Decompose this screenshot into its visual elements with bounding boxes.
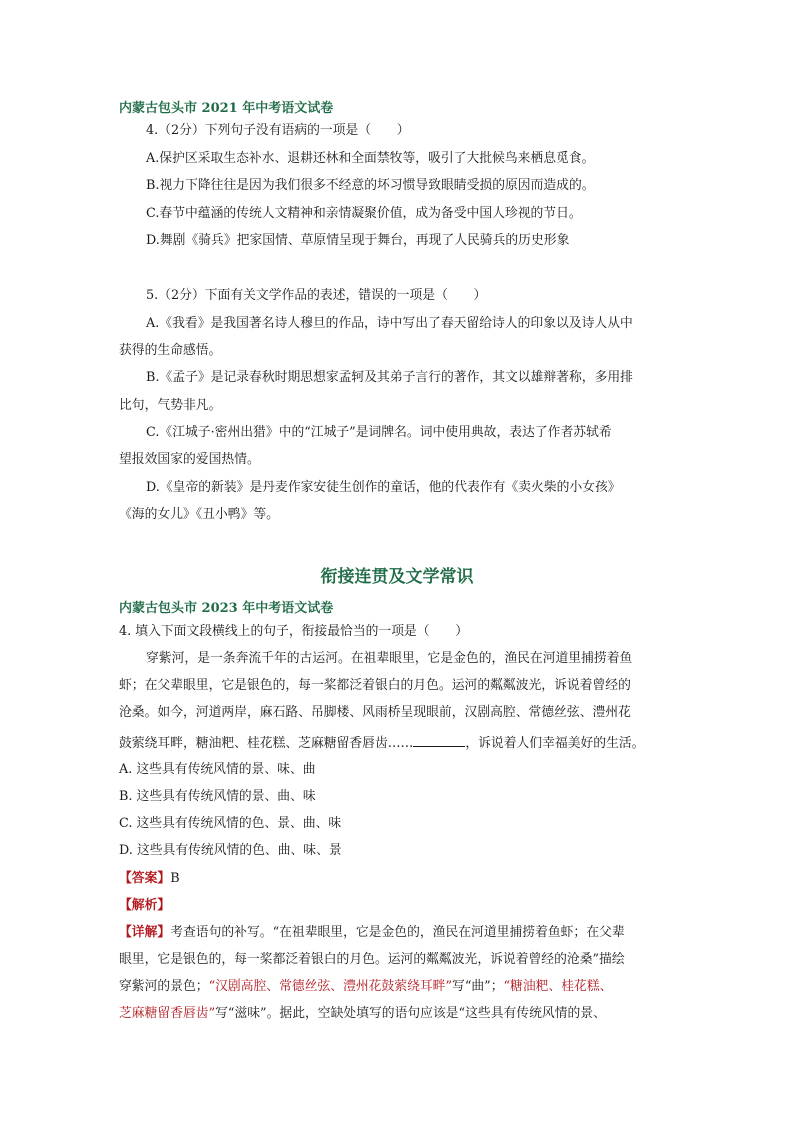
q4-2023-stem: 4. 填入下面文段横线上的句子，衔接最恰当的一项是（ ）	[119, 624, 468, 639]
q4-stem: 4.（2分）下列句子没有语病的一项是（ ）	[146, 123, 410, 138]
source-title-2023: 内蒙古包头市 2023 年中考语文试卷	[119, 601, 334, 616]
answer-value: B	[170, 871, 180, 886]
q5-option-c-line2: 望报效国家的爱国热情。	[119, 452, 260, 467]
detail-line-2: 眼里，它是银色的，每一桨都泛着银白的月色。运河的粼粼波光，诉说着曾经的沧桑”描绘	[119, 952, 625, 967]
q5-stem: 5.（2分）下面有关文学作品的表述，错误的一项是（ ）	[146, 288, 487, 303]
option-a: A. 这些具有传统风情的景、味、曲	[119, 762, 316, 777]
q5-option-d-line2: 《海的女儿》《丑小鸭》等。	[119, 507, 279, 522]
answer-label: 【答案】	[119, 871, 171, 886]
option-d: D. 这些具有传统风情的色、曲、味、景	[119, 843, 342, 858]
analysis-label: 【解析】	[119, 898, 171, 913]
detail-text-1: 考查语句的补写。“在祖辈眼里，它是金色的，渔民在河道里捕捞着鱼虾；在父辈	[170, 925, 625, 940]
answer-line	[119, 873, 180, 886]
q4-option-c: C.春节中蕴涵的传统人文精神和亲情凝聚价值，成为备受中国人珍视的节日。	[146, 206, 582, 221]
detail-text-3a: 穿紫河的景色；	[119, 979, 209, 994]
detail-quote-food-2: 芝麻糖留香唇齿”	[119, 1006, 216, 1021]
q5-option-b-line2: 比句，气势非凡。	[119, 398, 222, 413]
q5-option-d-line1: D.《皇帝的新装》是丹麦作家安徒生创作的童话，他的代表作有《卖火柴的小女孩》	[146, 480, 621, 495]
fill-blank	[413, 735, 465, 747]
q4-option-b: B.视力下降往往是因为我们很多不经意的坏习惯导致眼睛受损的原因而造成的。	[146, 178, 595, 193]
passage-line-1: 穿紫河，是一条奔流千年的古运河。在祖辈眼里，它是金色的，渔民在河道里捕捞着鱼	[146, 651, 633, 666]
q5-option-c-line1: C.《江城子·密州出猎》中的“江城子”是词牌名。词中使用典故，表达了作者苏轼希	[146, 425, 612, 440]
passage-line-4	[119, 735, 644, 751]
detail-line-4	[119, 1008, 606, 1021]
detail-quote-food-1: “糖油粑、桂花糕、	[503, 979, 613, 994]
passage-line-4-text: 鼓萦绕耳畔，糖油粑、桂花糕、芝麻糖留香唇齿……	[119, 736, 414, 751]
option-c: C. 这些具有传统风情的色、景、曲、味	[119, 816, 342, 831]
passage-line-4-tail: ，诉说着人们幸福美好的生活。	[465, 736, 645, 751]
passage-line-3: 沧桑。如今，河道两岸，麻石路、吊脚楼、风雨桥呈现眼前，汉剧高腔、常德丝弦、澧州花	[119, 705, 631, 720]
detail-quote-music: “汉剧高腔、常德丝弦、澧州花鼓萦绕耳畔”	[208, 979, 453, 994]
q5-option-a-line2: 获得的生命感悟。	[119, 343, 222, 358]
detail-text-4: 写“滋味”。据此，空缺处填写的语句应该是“这些具有传统风情的景、	[215, 1006, 606, 1021]
q5-option-b-line1: B.《孟子》是记录春秋时期思想家孟轲及其弟子言行的著作，其文以雄辩著称，多用排	[146, 370, 633, 385]
section-title: 衔接连贯及文学常识	[320, 567, 474, 587]
detail-label: 【详解】	[119, 925, 171, 940]
detail-line-1	[119, 927, 625, 940]
q4-option-d: D.舞剧《骑兵》把家国情、草原情呈现于舞台，再现了人民骑兵的历史形象	[146, 233, 570, 248]
analysis-line	[119, 900, 170, 913]
q4-option-a: A.保护区采取生态补水、退耕还林和全面禁牧等，吸引了大批候鸟来栖息觅食。	[146, 151, 595, 166]
detail-line-3	[119, 981, 612, 994]
detail-text-3b: 写“曲”；	[452, 979, 504, 994]
option-b: B. 这些具有传统风情的景、曲、味	[119, 789, 316, 804]
q5-option-a-line1: A.《我看》是我国著名诗人穆旦的作品，诗中写出了春天留给诗人的印象以及诗人从中	[146, 316, 633, 331]
source-title-2021: 内蒙古包头市 2021 年中考语文试卷	[119, 101, 334, 116]
passage-line-2: 虾；在父辈眼里，它是银色的，每一桨都泛着银白的月色。运河的粼粼波光，诉说着曾经的	[119, 678, 631, 693]
